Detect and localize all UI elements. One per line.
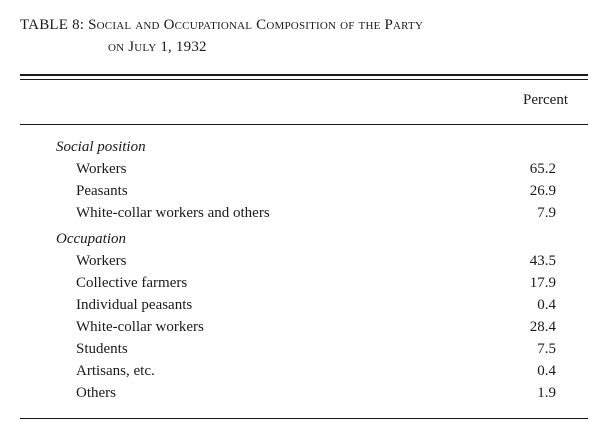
row-label: White-collar workers and others xyxy=(76,205,270,221)
section-social-position xyxy=(56,136,556,224)
row-label: Peasants xyxy=(76,183,128,199)
row-value: 43.5 xyxy=(529,253,556,269)
table-caption xyxy=(20,14,595,58)
row-value: 7.5 xyxy=(537,341,556,357)
table-row xyxy=(56,316,556,338)
row-label: Others xyxy=(76,385,116,401)
top-rule-thin xyxy=(20,79,588,80)
caption-title-line-2: on July 1, 1932 xyxy=(108,39,207,55)
table-row xyxy=(56,158,556,180)
row-label: Students xyxy=(76,341,128,357)
row-label: Collective farmers xyxy=(76,275,188,291)
row-label: Individual peasants xyxy=(76,297,193,313)
section-title: Social position xyxy=(56,139,146,155)
row-value: 7.9 xyxy=(537,205,556,221)
table-row xyxy=(56,180,556,202)
top-rule-thick xyxy=(20,74,588,76)
row-value: 0.4 xyxy=(537,297,556,313)
row-value: 65.2 xyxy=(529,161,556,177)
caption-title-line-1: Social and Occupational Composition of the Party xyxy=(88,17,424,33)
row-value: 26.9 xyxy=(529,183,556,199)
section-occupation xyxy=(56,228,556,404)
row-label: Artisans, etc. xyxy=(76,363,155,379)
row-value: 1.9 xyxy=(537,385,556,401)
row-label: Workers xyxy=(76,161,127,177)
section-title: Occupation xyxy=(56,231,126,247)
table-body xyxy=(56,136,556,404)
caption-prefix: TABLE 8: xyxy=(20,17,85,33)
bottom-rule xyxy=(20,418,588,419)
row-label: Workers xyxy=(76,253,127,269)
table-row xyxy=(56,360,556,382)
row-label: White-collar workers xyxy=(76,319,204,335)
row-value: 0.4 xyxy=(537,363,556,379)
caption-line-1 xyxy=(20,14,595,36)
header-rule xyxy=(20,124,588,125)
table-row xyxy=(56,382,556,404)
table-row xyxy=(56,202,556,224)
table-row xyxy=(56,294,556,316)
table-row xyxy=(56,338,556,360)
row-value: 17.9 xyxy=(529,275,556,291)
row-value: 28.4 xyxy=(529,319,556,335)
table-row xyxy=(56,272,556,294)
column-header-percent: Percent xyxy=(523,92,568,108)
table-row xyxy=(56,250,556,272)
